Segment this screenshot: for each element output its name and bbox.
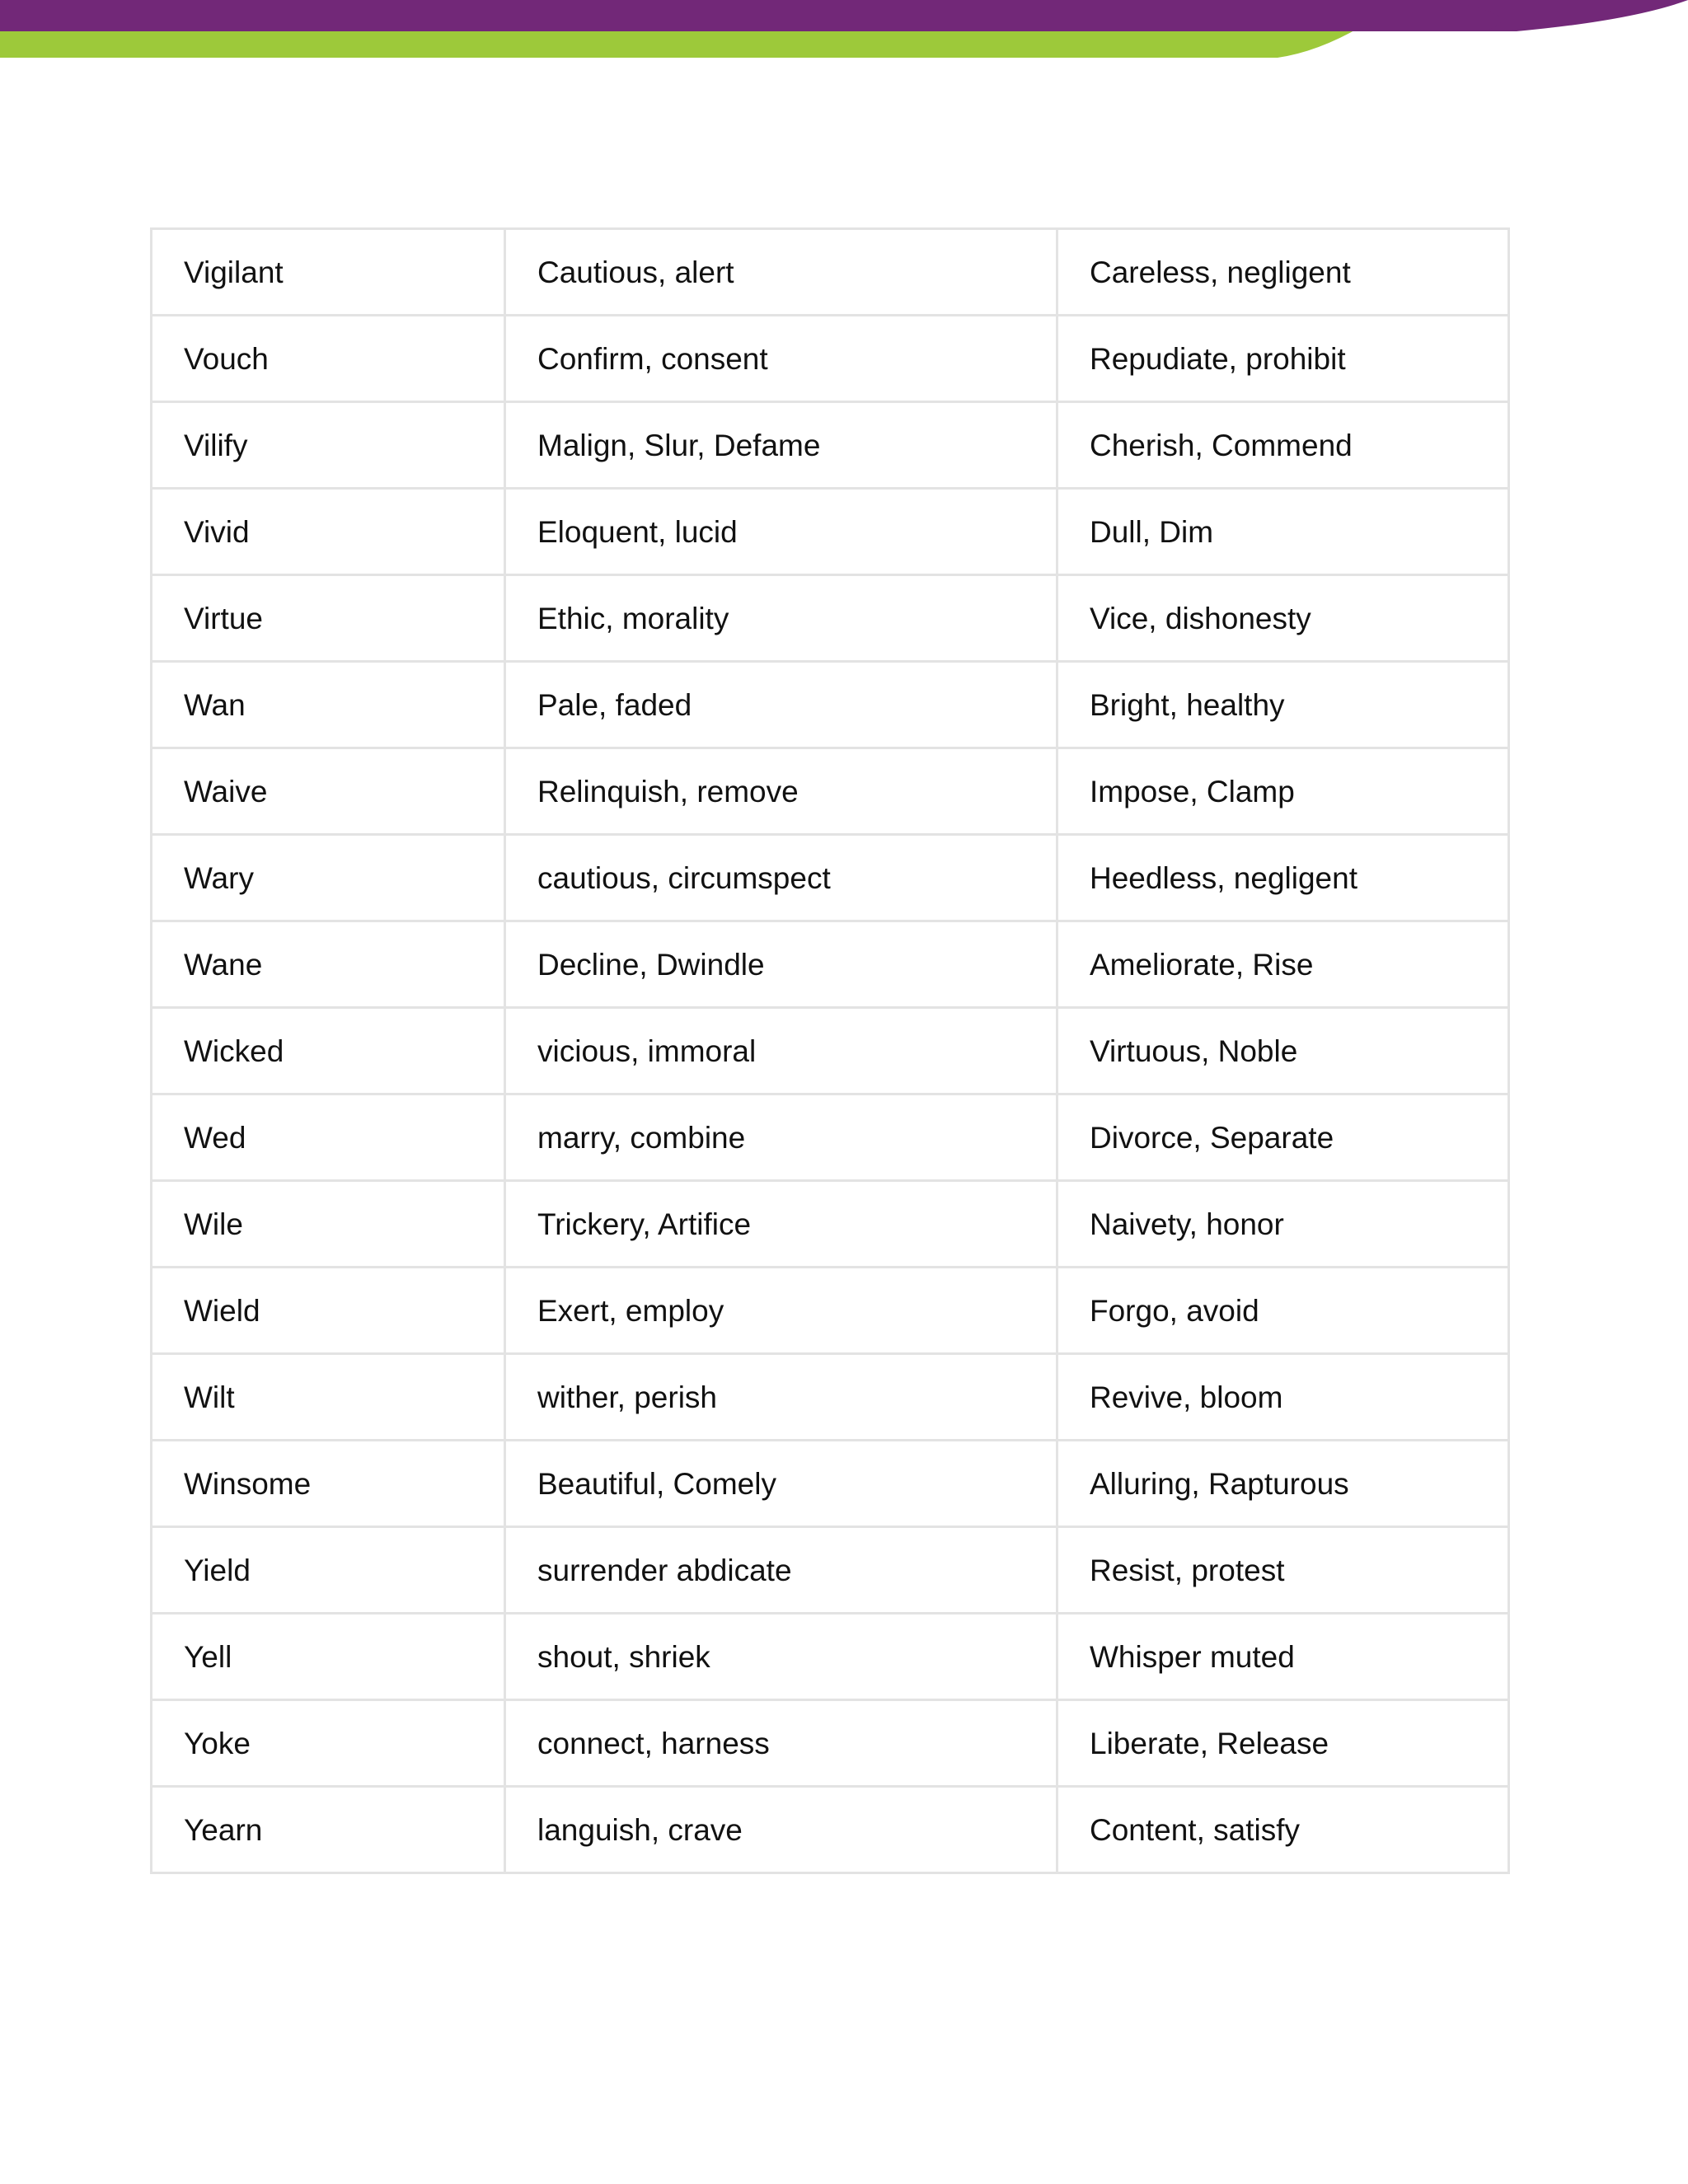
antonyms-cell: Virtuous, Noble	[1057, 1008, 1509, 1094]
synonyms-cell: Cautious, alert	[505, 229, 1057, 316]
vocabulary-table	[150, 227, 1510, 1874]
synonyms-cell: marry, combine	[505, 1094, 1057, 1181]
synonyms-cell: Malign, Slur, Defame	[505, 402, 1057, 489]
word-cell: Winsome	[152, 1441, 505, 1527]
table-row	[152, 835, 1509, 921]
table-row	[152, 1094, 1509, 1181]
antonyms-cell: Content, satisfy	[1057, 1787, 1509, 1873]
table-row	[152, 748, 1509, 835]
table-row	[152, 316, 1509, 402]
vocabulary-table-body	[152, 229, 1509, 1873]
synonyms-cell: Relinquish, remove	[505, 748, 1057, 835]
antonyms-cell: Divorce, Separate	[1057, 1094, 1509, 1181]
synonyms-cell: cautious, circumspect	[505, 835, 1057, 921]
synonyms-cell: surrender abdicate	[505, 1527, 1057, 1614]
synonyms-cell: Decline, Dwindle	[505, 921, 1057, 1008]
word-cell: Vouch	[152, 316, 505, 402]
table-row	[152, 1181, 1509, 1268]
word-cell: Yoke	[152, 1700, 505, 1787]
word-cell: Yell	[152, 1614, 505, 1700]
synonyms-cell: Ethic, morality	[505, 575, 1057, 662]
synonyms-cell: Trickery, Artifice	[505, 1181, 1057, 1268]
antonyms-cell: Impose, Clamp	[1057, 748, 1509, 835]
header-wave-graphic	[0, 0, 1688, 66]
synonyms-cell: vicious, immoral	[505, 1008, 1057, 1094]
table-row	[152, 489, 1509, 575]
table-row	[152, 1787, 1509, 1873]
word-cell: Wane	[152, 921, 505, 1008]
antonyms-cell: Heedless, negligent	[1057, 835, 1509, 921]
table-row	[152, 1614, 1509, 1700]
word-cell: Wilt	[152, 1354, 505, 1441]
table-row	[152, 1354, 1509, 1441]
antonyms-cell: Bright, healthy	[1057, 662, 1509, 748]
table-row	[152, 1268, 1509, 1354]
synonyms-cell: Exert, employ	[505, 1268, 1057, 1354]
word-cell: Wile	[152, 1181, 505, 1268]
word-cell: Vivid	[152, 489, 505, 575]
antonyms-cell: Ameliorate, Rise	[1057, 921, 1509, 1008]
antonyms-cell: Alluring, Rapturous	[1057, 1441, 1509, 1527]
word-cell: Wield	[152, 1268, 505, 1354]
word-cell: Vigilant	[152, 229, 505, 316]
antonyms-cell: Liberate, Release	[1057, 1700, 1509, 1787]
synonyms-cell: Confirm, consent	[505, 316, 1057, 402]
table-row	[152, 1700, 1509, 1787]
table-row	[152, 921, 1509, 1008]
antonyms-cell: Forgo, avoid	[1057, 1268, 1509, 1354]
table-row	[152, 575, 1509, 662]
word-cell: Vilify	[152, 402, 505, 489]
table-row	[152, 229, 1509, 316]
table-row	[152, 402, 1509, 489]
word-cell: Wary	[152, 835, 505, 921]
word-cell: Wan	[152, 662, 505, 748]
synonyms-cell: languish, crave	[505, 1787, 1057, 1873]
antonyms-cell: Revive, bloom	[1057, 1354, 1509, 1441]
word-cell: Waive	[152, 748, 505, 835]
synonyms-cell: Eloquent, lucid	[505, 489, 1057, 575]
word-cell: Yield	[152, 1527, 505, 1614]
synonyms-cell: Beautiful, Comely	[505, 1441, 1057, 1527]
word-cell: Wicked	[152, 1008, 505, 1094]
synonyms-cell: shout, shriek	[505, 1614, 1057, 1700]
antonyms-cell: Careless, negligent	[1057, 229, 1509, 316]
synonyms-cell: wither, perish	[505, 1354, 1057, 1441]
word-cell: Wed	[152, 1094, 505, 1181]
antonyms-cell: Vice, dishonesty	[1057, 575, 1509, 662]
antonyms-cell: Cherish, Commend	[1057, 402, 1509, 489]
header-band	[0, 0, 1688, 66]
antonyms-cell: Repudiate, prohibit	[1057, 316, 1509, 402]
table-row	[152, 1008, 1509, 1094]
antonyms-cell: Naivety, honor	[1057, 1181, 1509, 1268]
word-cell: Yearn	[152, 1787, 505, 1873]
word-cell: Virtue	[152, 575, 505, 662]
table-row	[152, 662, 1509, 748]
table-row	[152, 1527, 1509, 1614]
table-row	[152, 1441, 1509, 1527]
antonyms-cell: Resist, protest	[1057, 1527, 1509, 1614]
antonyms-cell: Dull, Dim	[1057, 489, 1509, 575]
synonyms-cell: Pale, faded	[505, 662, 1057, 748]
antonyms-cell: Whisper muted	[1057, 1614, 1509, 1700]
synonyms-cell: connect, harness	[505, 1700, 1057, 1787]
